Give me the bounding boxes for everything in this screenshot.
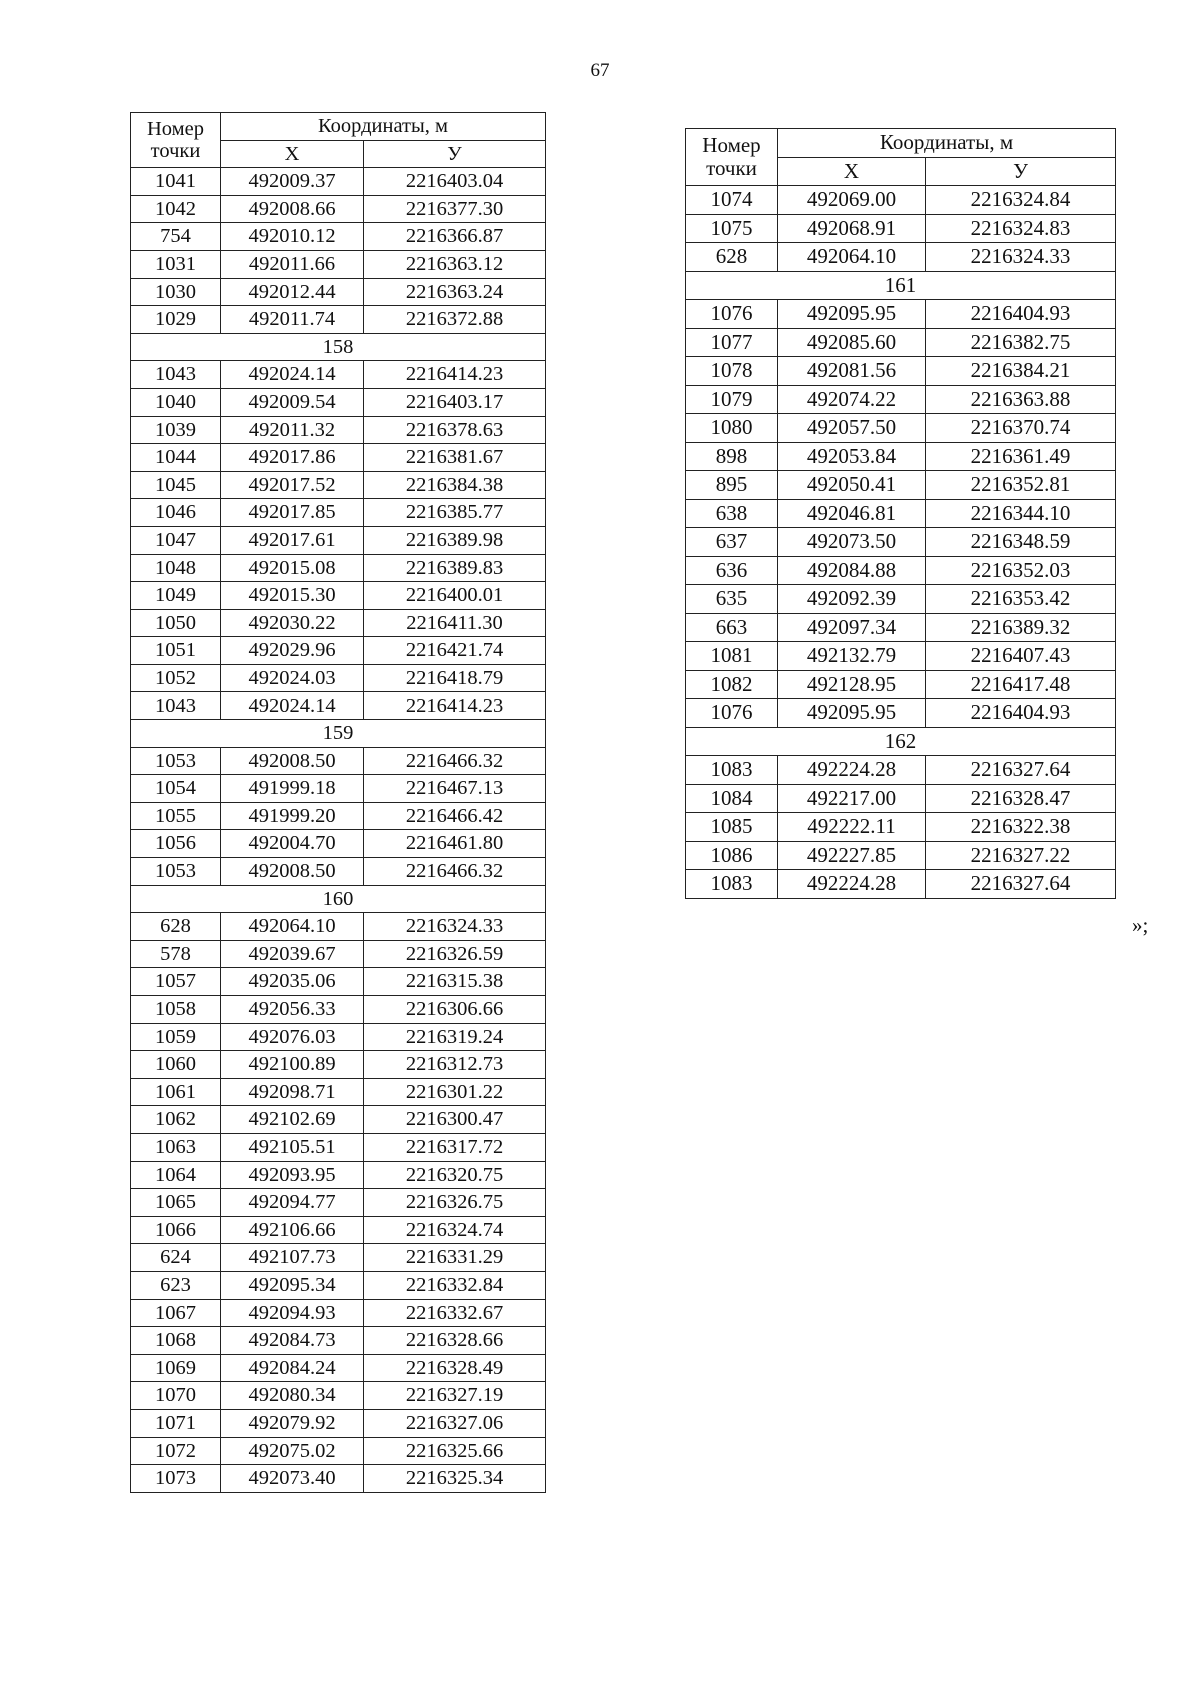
point-number-cell: 1050: [131, 609, 221, 637]
table-row: [131, 554, 546, 582]
point-number-cell: 1062: [131, 1106, 221, 1134]
x-coordinate-cell: 492046.81: [778, 499, 926, 528]
y-coordinate-cell: 2216414.23: [364, 361, 546, 389]
x-coordinate-cell: 492009.54: [221, 388, 364, 416]
point-number-cell: 1079: [686, 385, 778, 414]
y-coordinate-cell: 2216466.32: [364, 858, 546, 886]
y-coordinate-cell: 2216324.84: [926, 186, 1116, 215]
table-row: [686, 813, 1116, 842]
table-row: [131, 1078, 546, 1106]
y-coordinate-cell: 2216404.93: [926, 699, 1116, 728]
y-coordinate-cell: 2216325.66: [364, 1437, 546, 1465]
point-number-cell: 1078: [686, 357, 778, 386]
table-row: [131, 1216, 546, 1244]
x-coordinate-cell: 492017.86: [221, 444, 364, 472]
table-row: [131, 416, 546, 444]
point-number-cell: 1051: [131, 637, 221, 665]
point-number-cell: 1065: [131, 1189, 221, 1217]
table-row: [131, 609, 546, 637]
point-number-cell: 1085: [686, 813, 778, 842]
x-header: X: [778, 157, 926, 186]
x-coordinate-cell: 492050.41: [778, 471, 926, 500]
y-coordinate-cell: 2216324.74: [364, 1216, 546, 1244]
x-coordinate-cell: 492085.60: [778, 328, 926, 357]
table-row: [131, 913, 546, 941]
y-coordinate-cell: 2216363.88: [926, 385, 1116, 414]
y-coordinate-cell: 2216389.83: [364, 554, 546, 582]
x-coordinate-cell: 492079.92: [221, 1409, 364, 1437]
point-number-cell: 636: [686, 556, 778, 585]
y-coordinate-cell: 2216327.22: [926, 841, 1116, 870]
y-coordinate-cell: 2216414.23: [364, 692, 546, 720]
x-coordinate-cell: 492128.95: [778, 670, 926, 699]
x-coordinate-cell: 492217.00: [778, 784, 926, 813]
y-coordinate-cell: 2216466.42: [364, 802, 546, 830]
table-row: [131, 306, 546, 334]
table-row: [131, 692, 546, 720]
table-row: [686, 670, 1116, 699]
table-row: [686, 699, 1116, 728]
table-row: [131, 388, 546, 416]
y-coordinate-cell: 2216400.01: [364, 582, 546, 610]
point-number-cell: 1058: [131, 996, 221, 1024]
y-coordinate-cell: 2216403.04: [364, 168, 546, 196]
table-row: [131, 664, 546, 692]
x-coordinate-cell: 492017.52: [221, 471, 364, 499]
y-coordinate-cell: 2216332.84: [364, 1271, 546, 1299]
point-number-cell: 1077: [686, 328, 778, 357]
x-coordinate-cell: 492105.51: [221, 1133, 364, 1161]
x-coordinate-cell: 492015.30: [221, 582, 364, 610]
y-coordinate-cell: 2216301.22: [364, 1078, 546, 1106]
x-coordinate-cell: 492102.69: [221, 1106, 364, 1134]
table-row: [686, 357, 1116, 386]
table-row: [131, 582, 546, 610]
point-number-cell: 1039: [131, 416, 221, 444]
table-row: [686, 841, 1116, 870]
x-coordinate-cell: 492107.73: [221, 1244, 364, 1272]
y-coordinate-cell: 2216300.47: [364, 1106, 546, 1134]
page-number: 67: [590, 60, 610, 81]
y-coordinate-cell: 2216324.33: [364, 913, 546, 941]
point-number-cell: 1076: [686, 300, 778, 329]
table-row: [686, 300, 1116, 329]
closing-quote-mark: »;: [1132, 913, 1149, 937]
x-coordinate-cell: 492039.67: [221, 940, 364, 968]
x-coordinate-cell: 492008.50: [221, 858, 364, 886]
point-number-cell: 1071: [131, 1409, 221, 1437]
point-number-cell: 1044: [131, 444, 221, 472]
x-coordinate-cell: 492068.91: [778, 214, 926, 243]
x-coordinate-cell: 492064.10: [221, 913, 364, 941]
y-coordinate-cell: 2216384.21: [926, 357, 1116, 386]
y-coordinate-cell: 2216328.66: [364, 1327, 546, 1355]
point-number-cell: 1076: [686, 699, 778, 728]
section-row: [131, 720, 546, 748]
y-coordinate-cell: 2216361.49: [926, 442, 1116, 471]
x-coordinate-cell: 492035.06: [221, 968, 364, 996]
point-number-cell: 1029: [131, 306, 221, 334]
x-coordinate-cell: 492224.28: [778, 756, 926, 785]
table-row: [131, 250, 546, 278]
x-coordinate-cell: 492011.32: [221, 416, 364, 444]
x-coordinate-cell: 492095.95: [778, 300, 926, 329]
point-number-cell: 1056: [131, 830, 221, 858]
x-coordinate-cell: 492222.11: [778, 813, 926, 842]
section-label: 159: [131, 720, 546, 748]
table-row: [131, 1465, 546, 1493]
x-coordinate-cell: 492084.73: [221, 1327, 364, 1355]
point-number-cell: 1086: [686, 841, 778, 870]
y-coordinate-cell: 2216382.75: [926, 328, 1116, 357]
point-number-cell: 1067: [131, 1299, 221, 1327]
x-coordinate-cell: 492227.85: [778, 841, 926, 870]
point-number-cell: 1052: [131, 664, 221, 692]
x-coordinate-cell: 492097.34: [778, 613, 926, 642]
x-coordinate-cell: 492029.96: [221, 637, 364, 665]
point-number-cell: 1045: [131, 471, 221, 499]
point-number-cell: 1074: [686, 186, 778, 215]
table-row: [131, 637, 546, 665]
x-coordinate-cell: 492010.12: [221, 223, 364, 251]
x-coordinate-cell: 492106.66: [221, 1216, 364, 1244]
table-row: [686, 328, 1116, 357]
table-row: [131, 1437, 546, 1465]
x-coordinate-cell: 492056.33: [221, 996, 364, 1024]
table-row: [131, 223, 546, 251]
point-number-cell: 898: [686, 442, 778, 471]
section-row: [686, 727, 1116, 756]
x-header: X: [221, 140, 364, 168]
section-label: 161: [686, 271, 1116, 300]
x-coordinate-cell: 492009.37: [221, 168, 364, 196]
coordinates-header: Координаты, м: [221, 113, 546, 141]
y-coordinate-cell: 2216411.30: [364, 609, 546, 637]
y-coordinate-cell: 2216384.38: [364, 471, 546, 499]
point-number-cell: 628: [131, 913, 221, 941]
x-coordinate-cell: 492053.84: [778, 442, 926, 471]
table-row: [131, 1327, 546, 1355]
x-coordinate-cell: 492008.50: [221, 747, 364, 775]
x-coordinate-cell: 492098.71: [221, 1078, 364, 1106]
x-coordinate-cell: 492080.34: [221, 1382, 364, 1410]
point-number-cell: 1068: [131, 1327, 221, 1355]
y-coordinate-cell: 2216324.33: [926, 243, 1116, 272]
table-row: [131, 278, 546, 306]
coordinates-table-right: [685, 128, 1116, 899]
table-row: [131, 1023, 546, 1051]
x-coordinate-cell: 492008.66: [221, 195, 364, 223]
table-row: [131, 1299, 546, 1327]
y-coordinate-cell: 2216327.64: [926, 756, 1116, 785]
point-number-cell: 1030: [131, 278, 221, 306]
point-number-cell: 1061: [131, 1078, 221, 1106]
y-coordinate-cell: 2216327.19: [364, 1382, 546, 1410]
point-number-cell: 1049: [131, 582, 221, 610]
y-coordinate-cell: 2216467.13: [364, 775, 546, 803]
y-coordinate-cell: 2216331.29: [364, 1244, 546, 1272]
y-coordinate-cell: 2216348.59: [926, 528, 1116, 557]
x-coordinate-cell: 492004.70: [221, 830, 364, 858]
x-coordinate-cell: 492095.95: [778, 699, 926, 728]
x-coordinate-cell: 492024.14: [221, 361, 364, 389]
table-row: [686, 556, 1116, 585]
table-row: [131, 471, 546, 499]
section-label: 160: [131, 885, 546, 913]
y-coordinate-cell: 2216324.83: [926, 214, 1116, 243]
y-coordinate-cell: 2216377.30: [364, 195, 546, 223]
table-row: [686, 585, 1116, 614]
x-coordinate-cell: 491999.20: [221, 802, 364, 830]
table-row: [686, 414, 1116, 443]
table-row: [686, 756, 1116, 785]
y-coordinate-cell: 2216378.63: [364, 416, 546, 444]
y-coordinate-cell: 2216306.66: [364, 996, 546, 1024]
x-coordinate-cell: 491999.18: [221, 775, 364, 803]
table-row: [131, 1106, 546, 1134]
y-coordinate-cell: 2216326.59: [364, 940, 546, 968]
point-number-cell: 1055: [131, 802, 221, 830]
point-number-cell: 1069: [131, 1354, 221, 1382]
coordinates-header: Координаты, м: [778, 129, 1116, 158]
y-coordinate-cell: 2216461.80: [364, 830, 546, 858]
point-number-cell: 1046: [131, 499, 221, 527]
section-row: [686, 271, 1116, 300]
section-label: 158: [131, 333, 546, 361]
point-number-cell: 1059: [131, 1023, 221, 1051]
y-coordinate-cell: 2216404.93: [926, 300, 1116, 329]
x-coordinate-cell: 492224.28: [778, 870, 926, 899]
y-coordinate-cell: 2216328.47: [926, 784, 1116, 813]
table-row: [131, 858, 546, 886]
y-coordinate-cell: 2216326.75: [364, 1189, 546, 1217]
y-coordinate-cell: 2216372.88: [364, 306, 546, 334]
table-body-right: [686, 186, 1116, 899]
point-number-cell: 1031: [131, 250, 221, 278]
table-row: [686, 214, 1116, 243]
x-coordinate-cell: 492064.10: [778, 243, 926, 272]
point-number-cell: 635: [686, 585, 778, 614]
y-coordinate-cell: 2216317.72: [364, 1133, 546, 1161]
table-row: [131, 996, 546, 1024]
x-coordinate-cell: 492017.61: [221, 526, 364, 554]
x-coordinate-cell: 492132.79: [778, 642, 926, 671]
table-header-row: [686, 129, 1116, 158]
y-coordinate-cell: 2216403.17: [364, 388, 546, 416]
point-number-cell: 1041: [131, 168, 221, 196]
x-coordinate-cell: 492011.66: [221, 250, 364, 278]
y-coordinate-cell: 2216421.74: [364, 637, 546, 665]
y-coordinate-cell: 2216363.24: [364, 278, 546, 306]
table-row: [131, 1161, 546, 1189]
point-number-cell: 1081: [686, 642, 778, 671]
point-number-cell: 578: [131, 940, 221, 968]
point-number-cell: 1042: [131, 195, 221, 223]
y-coordinate-cell: 2216353.42: [926, 585, 1116, 614]
table-row: [131, 1354, 546, 1382]
x-coordinate-cell: 492075.02: [221, 1437, 364, 1465]
point-number-cell: 624: [131, 1244, 221, 1272]
y-coordinate-cell: 2216327.06: [364, 1409, 546, 1437]
table-row: [131, 1409, 546, 1437]
point-number-cell: 1070: [131, 1382, 221, 1410]
point-number-cell: 663: [686, 613, 778, 642]
y-coordinate-cell: 2216322.38: [926, 813, 1116, 842]
point-number-cell: 754: [131, 223, 221, 251]
point-number-header: Номер точки: [686, 129, 778, 186]
table-row: [131, 1382, 546, 1410]
x-coordinate-cell: 492076.03: [221, 1023, 364, 1051]
point-number-cell: 1084: [686, 784, 778, 813]
table-row: [686, 499, 1116, 528]
table-row: [686, 385, 1116, 414]
point-number-cell: 1043: [131, 692, 221, 720]
point-number-header: Номер точки: [131, 113, 221, 168]
table-row: [131, 968, 546, 996]
y-coordinate-cell: 2216407.43: [926, 642, 1116, 671]
x-coordinate-cell: 492092.39: [778, 585, 926, 614]
table-row: [131, 747, 546, 775]
y-coordinate-cell: 2216320.75: [364, 1161, 546, 1189]
table-row: [686, 642, 1116, 671]
x-coordinate-cell: 492084.88: [778, 556, 926, 585]
point-number-cell: 1047: [131, 526, 221, 554]
x-coordinate-cell: 492094.93: [221, 1299, 364, 1327]
table-body-left: [131, 168, 546, 1493]
point-number-cell: 1083: [686, 870, 778, 899]
y-coordinate-cell: 2216389.32: [926, 613, 1116, 642]
x-coordinate-cell: 492095.34: [221, 1271, 364, 1299]
table-row: [131, 1189, 546, 1217]
x-coordinate-cell: 492093.95: [221, 1161, 364, 1189]
x-coordinate-cell: 492017.85: [221, 499, 364, 527]
y-coordinate-cell: 2216344.10: [926, 499, 1116, 528]
point-number-cell: 628: [686, 243, 778, 272]
table-header-row: [131, 113, 546, 141]
table-row: [686, 442, 1116, 471]
y-coordinate-cell: 2216363.12: [364, 250, 546, 278]
x-coordinate-cell: 492081.56: [778, 357, 926, 386]
point-number-cell: 1043: [131, 361, 221, 389]
y-coordinate-cell: 2216418.79: [364, 664, 546, 692]
table-row: [686, 613, 1116, 642]
y-coordinate-cell: 2216381.67: [364, 444, 546, 472]
coordinates-table-left: [130, 112, 546, 1493]
point-number-cell: 1064: [131, 1161, 221, 1189]
table-row: [686, 870, 1116, 899]
y-coordinate-cell: 2216332.67: [364, 1299, 546, 1327]
table-row: [131, 802, 546, 830]
table-row: [131, 499, 546, 527]
x-coordinate-cell: 492024.03: [221, 664, 364, 692]
y-coordinate-cell: 2216370.74: [926, 414, 1116, 443]
table-row: [686, 784, 1116, 813]
x-coordinate-cell: 492073.40: [221, 1465, 364, 1493]
section-label: 162: [686, 727, 1116, 756]
section-row: [131, 333, 546, 361]
point-number-cell: 1082: [686, 670, 778, 699]
table-row: [131, 168, 546, 196]
table-row: [131, 361, 546, 389]
table-row: [131, 830, 546, 858]
section-row: [131, 885, 546, 913]
y-header: У: [364, 140, 546, 168]
x-coordinate-cell: 492011.74: [221, 306, 364, 334]
table-row: [131, 526, 546, 554]
table-row: [686, 186, 1116, 215]
table-row: [131, 1051, 546, 1079]
x-coordinate-cell: 492024.14: [221, 692, 364, 720]
y-coordinate-cell: 2216466.32: [364, 747, 546, 775]
table-row: [686, 471, 1116, 500]
point-number-cell: 1053: [131, 858, 221, 886]
y-coordinate-cell: 2216389.98: [364, 526, 546, 554]
x-coordinate-cell: 492094.77: [221, 1189, 364, 1217]
point-number-cell: 1060: [131, 1051, 221, 1079]
point-number-cell: 1057: [131, 968, 221, 996]
y-coordinate-cell: 2216352.81: [926, 471, 1116, 500]
x-coordinate-cell: 492069.00: [778, 186, 926, 215]
y-coordinate-cell: 2216352.03: [926, 556, 1116, 585]
x-coordinate-cell: 492057.50: [778, 414, 926, 443]
x-coordinate-cell: 492015.08: [221, 554, 364, 582]
point-number-cell: 1083: [686, 756, 778, 785]
y-coordinate-cell: 2216328.49: [364, 1354, 546, 1382]
table-row: [686, 528, 1116, 557]
point-number-cell: 637: [686, 528, 778, 557]
point-number-cell: 1063: [131, 1133, 221, 1161]
point-number-cell: 1072: [131, 1437, 221, 1465]
x-coordinate-cell: 492084.24: [221, 1354, 364, 1382]
point-number-cell: 1075: [686, 214, 778, 243]
x-coordinate-cell: 492073.50: [778, 528, 926, 557]
table-row: [131, 1133, 546, 1161]
point-number-cell: 1054: [131, 775, 221, 803]
point-number-cell: 1040: [131, 388, 221, 416]
y-coordinate-cell: 2216325.34: [364, 1465, 546, 1493]
point-number-cell: 1073: [131, 1465, 221, 1493]
point-number-cell: 623: [131, 1271, 221, 1299]
y-coordinate-cell: 2216319.24: [364, 1023, 546, 1051]
x-coordinate-cell: 492100.89: [221, 1051, 364, 1079]
table-row: [131, 1271, 546, 1299]
point-number-cell: 1066: [131, 1216, 221, 1244]
y-coordinate-cell: 2216385.77: [364, 499, 546, 527]
y-coordinate-cell: 2216366.87: [364, 223, 546, 251]
x-coordinate-cell: 492012.44: [221, 278, 364, 306]
y-coordinate-cell: 2216417.48: [926, 670, 1116, 699]
table-row: [131, 940, 546, 968]
table-row: [131, 195, 546, 223]
y-coordinate-cell: 2216312.73: [364, 1051, 546, 1079]
point-number-cell: 1053: [131, 747, 221, 775]
y-header: У: [926, 157, 1116, 186]
table-row: [131, 444, 546, 472]
point-number-cell: 638: [686, 499, 778, 528]
table-row: [131, 1244, 546, 1272]
x-coordinate-cell: 492030.22: [221, 609, 364, 637]
x-coordinate-cell: 492074.22: [778, 385, 926, 414]
table-row: [131, 775, 546, 803]
point-number-cell: 1048: [131, 554, 221, 582]
table-row: [686, 243, 1116, 272]
point-number-cell: 895: [686, 471, 778, 500]
y-coordinate-cell: 2216315.38: [364, 968, 546, 996]
point-number-cell: 1080: [686, 414, 778, 443]
y-coordinate-cell: 2216327.64: [926, 870, 1116, 899]
